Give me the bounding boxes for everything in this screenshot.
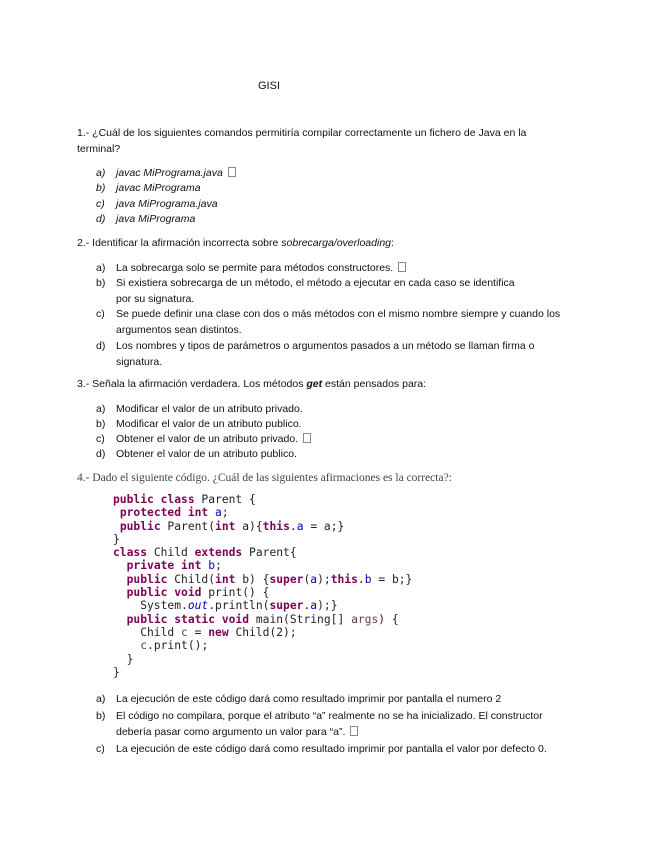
option-text-line1: Se puede definir una clase con dos o más métodos con el mismo nombre siempre y cuando los [116, 308, 561, 320]
option-label: d) [96, 340, 106, 352]
option-text: Obtener el valor de un atributo privado. [116, 433, 299, 445]
q3-option-b[interactable] [96, 417, 596, 431]
answer-marker-icon [303, 433, 311, 443]
q4-option-b[interactable] [96, 709, 636, 741]
q3-option-a[interactable] [96, 402, 596, 416]
q3-option-c[interactable] [96, 432, 596, 446]
option-label: c) [96, 743, 105, 755]
option-text: java MiPrograma [116, 213, 196, 225]
code-block: public class Parent { protected int a; public Parent(int a){this.a = a;} } class Child extends Parent{ private int b; public Child(int b) {super(a);this.b = b;} public void print() { System.out.println(super.a);} public static void main(String[] args) { Child c = new Child(2); c.print(); } } [113, 493, 413, 679]
option-label: a) [96, 167, 106, 179]
option-text: javac MiPrograma.java [116, 167, 223, 179]
q2-text: 2.- Identificar la afirmación incorrecta sobre sobrecarga/overloading: [77, 237, 394, 249]
option-label: b) [96, 418, 106, 430]
q2-option-b[interactable] [96, 276, 596, 306]
option-text: La sobrecarga solo se permite para métodos constructores. [116, 262, 394, 274]
q3-text: 3.- Señala la afirmación verdadera. Los métodos get están pensados para: [77, 378, 427, 390]
option-text-line2: signatura. [116, 356, 163, 368]
q2-option-d[interactable] [96, 339, 596, 369]
option-label: b) [96, 710, 106, 722]
answer-marker-icon [350, 726, 358, 736]
option-text: Modificar el valor de un atributo privado. [116, 403, 303, 415]
option-text-line1: Si existiera sobrecarga de un método, el método a ejecutar en cada caso se identifica [116, 277, 515, 289]
option-label: b) [96, 182, 106, 194]
option-text-line1: El código no compilara, porque el atributo “a” realmente no se ha inicializado. El constructor [116, 710, 543, 722]
option-text: javac MiPrograma [116, 182, 201, 194]
option-text-line1: Los nombres y tipos de parámetros o argumentos pasados a un método se llaman firma o [116, 340, 535, 352]
option-text: La ejecución de este código dará como resultado imprimir por pantalla el numero 2 [116, 693, 502, 705]
q4-text: 4.- Dado el siguiente código. ¿Cuál de las siguientes afirmaciones es la correcta?: [77, 472, 452, 484]
option-text: Modificar el valor de un atributo publico. [116, 418, 302, 430]
option-label: c) [96, 198, 105, 210]
option-text: Obtener el valor de un atributo publico. [116, 448, 297, 460]
option-text: La ejecución de este código dará como resultado imprimir por pantalla el valor por defecto 0. [116, 743, 547, 755]
q4-option-a[interactable] [96, 692, 636, 706]
q3-option-d[interactable] [96, 447, 596, 461]
answer-marker-icon [228, 167, 236, 177]
option-label: a) [96, 693, 106, 705]
option-label: a) [96, 403, 106, 415]
q2-option-a[interactable] [96, 261, 596, 275]
option-label: b) [96, 277, 106, 289]
q4-option-c[interactable] [96, 742, 636, 756]
q2-emphasis: sobrecarga/overloading [281, 237, 392, 249]
q1-text-line1: 1.- ¿Cuál de los siguientes comandos permitiría compilar correctamente un fichero de Java en la [77, 127, 527, 139]
option-label: d) [96, 448, 106, 460]
q1-text-line2: terminal? [77, 143, 121, 155]
page-title: GISI [258, 80, 281, 92]
option-text: java MiPrograma.java [116, 198, 218, 210]
q2-option-c[interactable] [96, 307, 596, 337]
q3-emphasis: get [306, 378, 323, 390]
option-text-line2: argumentos sean distintos. [116, 324, 242, 336]
answer-marker-icon [398, 262, 406, 272]
option-label: a) [96, 262, 106, 274]
option-text-line2: por su signatura. [116, 293, 195, 305]
option-label: d) [96, 213, 106, 225]
option-label: c) [96, 308, 105, 320]
option-label: c) [96, 433, 105, 445]
option-text-line2: debería pasar como argumento un valor para “a”. [116, 726, 346, 738]
